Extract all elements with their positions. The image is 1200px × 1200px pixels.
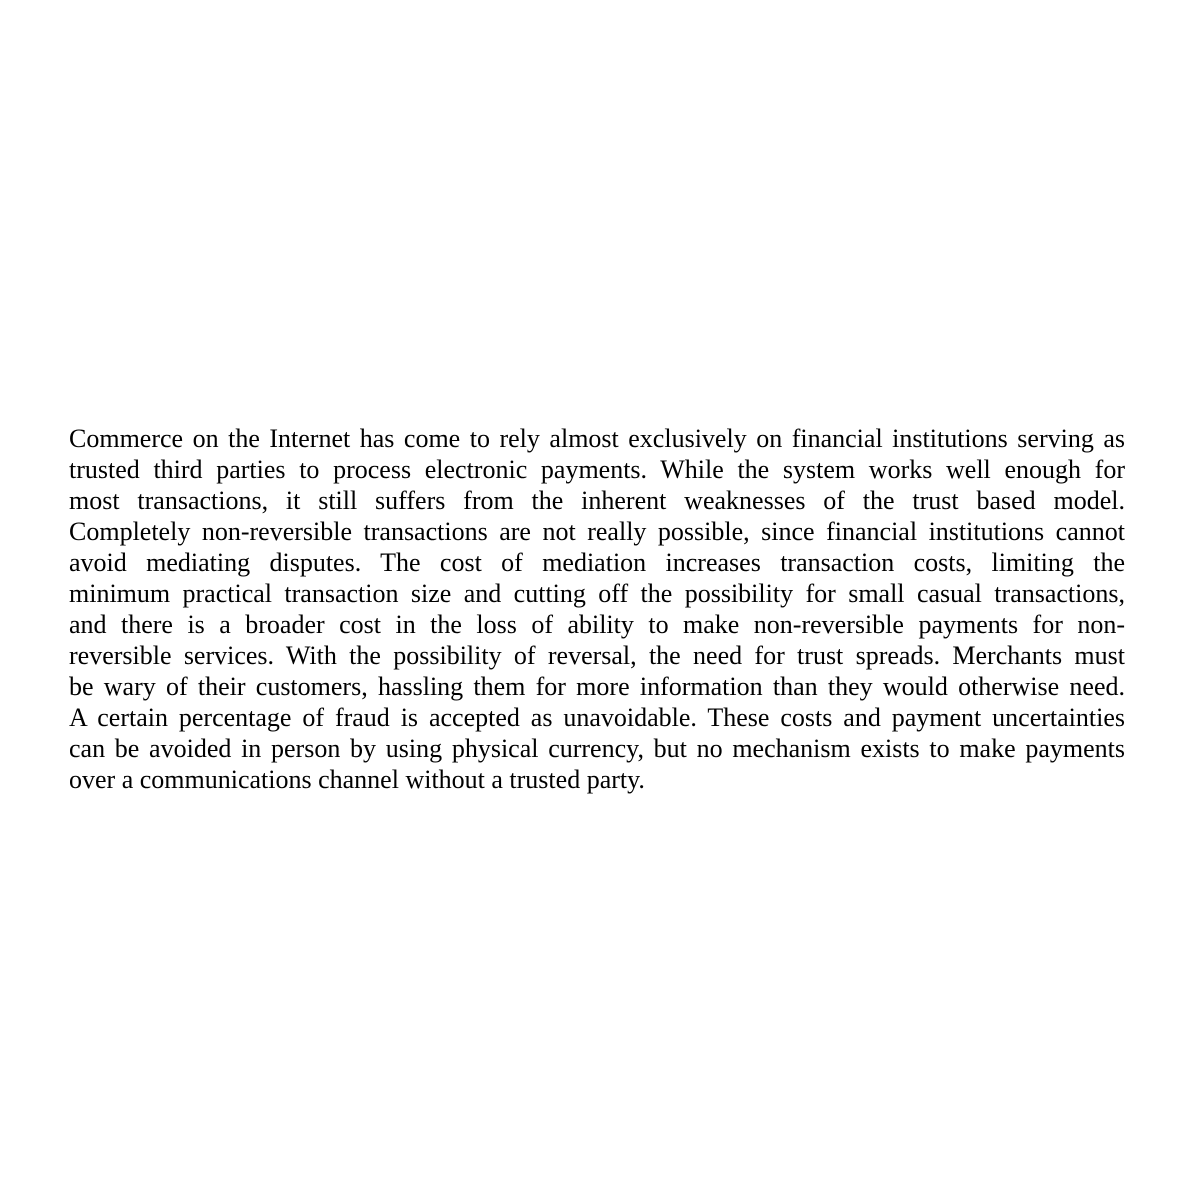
paragraph-line: over a communications channel without a trusted party.	[69, 765, 645, 794]
paragraph-line: trusted third parties to process electronic payments. While the system works well enough for	[69, 455, 1125, 484]
paragraph-line: minimum practical transaction size and cutting off the possibility for small casual transactions,	[69, 579, 1125, 608]
body-paragraph	[69, 423, 1125, 795]
paragraph-line: most transactions, it still suffers from the inherent weaknesses of the trust based model.	[69, 486, 1125, 515]
paragraph-line: can be avoided in person by using physical currency, but no mechanism exists to make payments	[69, 734, 1125, 763]
paragraph-line: and there is a broader cost in the loss of ability to make non-reversible payments for non-	[69, 610, 1125, 639]
paragraph-line: A certain percentage of fraud is accepted as unavoidable. These costs and payment uncertainties	[69, 703, 1125, 732]
paragraph-line: reversible services. With the possibility of reversal, the need for trust spreads. Merchants must	[69, 641, 1125, 670]
paragraph-line: be wary of their customers, hassling them for more information than they would otherwise need.	[69, 672, 1125, 701]
paragraph-line: Commerce on the Internet has come to rely almost exclusively on financial institutions serving as	[69, 424, 1125, 453]
paragraph-line: avoid mediating disputes. The cost of mediation increases transaction costs, limiting the	[69, 548, 1125, 577]
paragraph-line: Completely non-reversible transactions are not really possible, since financial institutions cannot	[69, 517, 1125, 546]
